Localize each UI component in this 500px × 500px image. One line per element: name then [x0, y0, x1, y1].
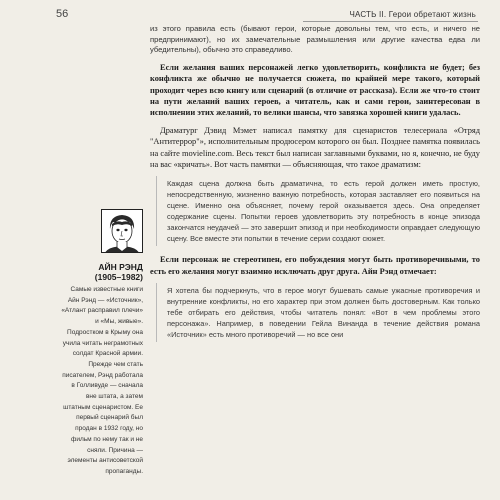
author-years: (1905–1982)	[94, 272, 143, 282]
author-bio-text: Самые известные книги Айн Рэнд — «Источник», «Атлант расправил плечи» и «Мы, живые». Подростком в Крыму она учила читать неграмотных солдат Красной армии. Прежде чем стать писателем, Рэнд работала в Голливуде — сначала вне штата, а затем штатным сценаристом. Ее первый сценарий был продан в 1932 году, но фильм по нему так и не сняли. Причина — элементы антисоветской пропаганды.	[61, 286, 143, 475]
page-number: 56	[56, 8, 69, 20]
author-portrait-icon	[101, 209, 143, 253]
main-text-column	[150, 24, 480, 350]
intro-paragraph: из этого правила есть (бывают герои, которые довольны тем, что есть, и ничего не предпринимают), но их замечательные размышления или другие качества едва ли убедительны), обычно это справедливо.	[150, 24, 480, 55]
quote-block-1	[156, 176, 480, 246]
quote-block-2	[156, 283, 480, 342]
quote-text-2: Я хотела бы подчеркнуть, что в герое могут бушевать самые ужасные противоречия и внутренние конфликты, но его характер при этом должен быть достоверным. Как только тебе отбирать его действия, чтобы читатель понял: «Вот в чем проблемы этого персонажа». Например, в поведении Гейла Винанда в течение действия романа «Источник» есть много противоречий — но все они	[167, 286, 480, 340]
bold-paragraph-1: Если желания ваших персонажей легко удовлетворить, конфликта не будет; без конфликта же обычно не получается сюжета, по крайней мере такого, который проходит через всю книгу или сценарий (в отличие от рассказа). Если же что-то стоит на пути желаний ваших героев, а читатель, как и сами герои, заинтересован в исполнении этих желаний, то велики шансы, что завязка хорошей книги удалась.	[150, 62, 480, 118]
quote-text-1: Каждая сцена должна быть драматична, то есть герой должен иметь простую, непосредственную, жизненно важную потребность, которая заставляет его появиться на сцене. Именно она объясняет, почему герой оказывается здесь. Она определяет содержание сцены. Попытки героев удовлетворить эту потребность в конце эпизода закончатся неудачей — это завершит эпизод и при необходимости оправдает следующую сцену. Все вместе эти попытки в течение серии создают сюжет.	[167, 179, 480, 244]
author-name: АЙН РЭНД	[98, 262, 143, 272]
header-rule	[303, 21, 478, 22]
bold-paragraph-2: Если персонаж не стереотипен, его побуждения могут быть противоречивыми, то есть его желания могут взаимно исключать друг друга. Айн Рэнд отмечает:	[150, 255, 480, 276]
running-header: ЧАСТЬ II. Герои обретают жизнь	[349, 10, 476, 19]
sidebar-author-bio	[60, 209, 143, 478]
paragraph-mamet: Драматург Дэвид Мэмет написал памятку для сценаристов телесериала «Отряд "Антитеррор"», исполнительным продюсером которого он был. Позднее памятка появилась на сайте movieline.com. Весь текст был написан заглавными буквами, но я, конечно, не буду на вас «кричать». Вот часть памятки — объясняющая, что такое драматизм:	[150, 125, 480, 170]
